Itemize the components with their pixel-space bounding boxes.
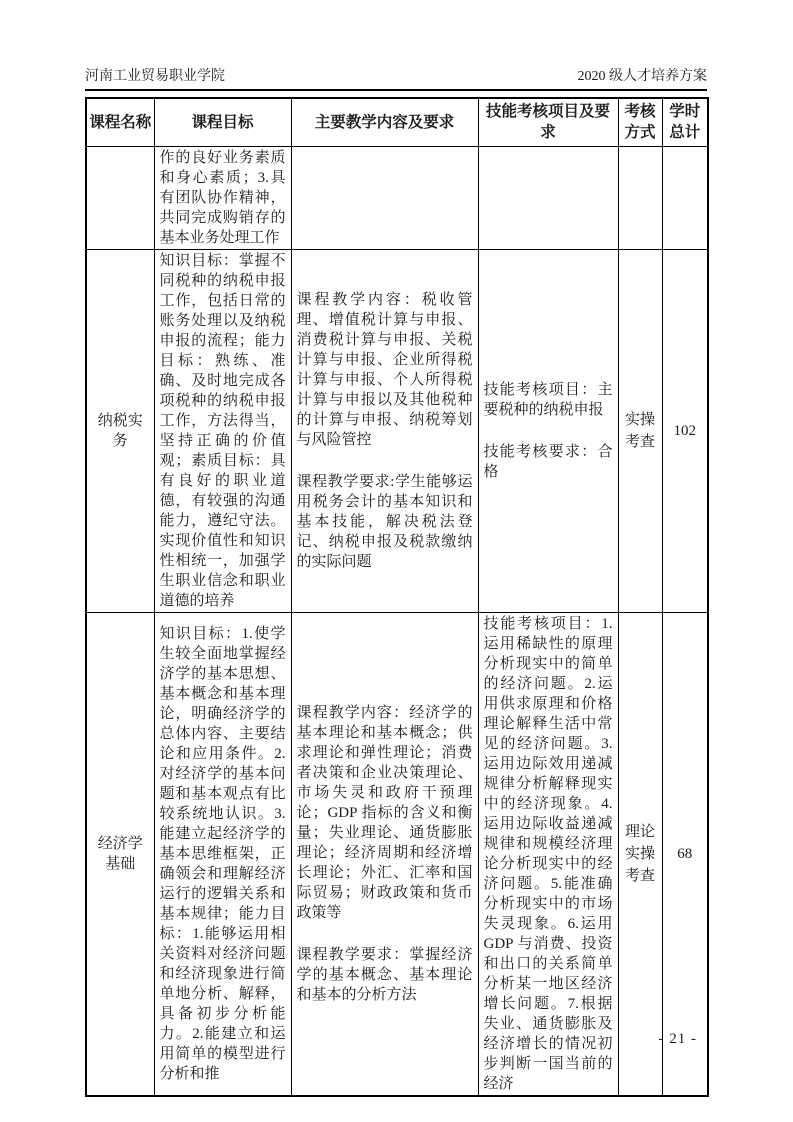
table-header-row: [86, 98, 708, 146]
paragraph: 作的良好业务素质和身心素质；3.具有团队协作精神，共同完成购销存的基本业务处理工作: [159, 149, 286, 246]
table-row: [86, 146, 708, 249]
table-row: [86, 249, 708, 612]
hours-cell: 102: [662, 249, 708, 612]
column-header-hours: 学时总计: [662, 98, 708, 146]
header-rule: [85, 89, 707, 91]
column-header-method: 考核方式: [618, 98, 662, 146]
paragraph: 技能考核项目：1.运用稀缺性的原理分析现实中的简单的经济问题。2.运用供求原理和价格理论解释生活中常见的经济问题。3.运用边际效用递减规律分析解释现实中的经济现象。4.运用边际收益递减规律和规模经济理论分析现实中的经济问题。5.能准确分析现实中的市场失灵现象。6.运用 GDP 与消费、投资和出口的关系简单分析某一地区经济增长问题。7.根据失业、通货膨胀及经济增长的情况初步判断一国当前的经济: [483, 615, 613, 1092]
header-school-name: 河南工业贸易职业学院: [85, 69, 225, 84]
content-cell: [291, 249, 478, 612]
paragraph: 课程教学内容：税收管理、增值税计算与申报、消费税计算与申报、关税计算与申报、企业所得税计算与申报、个人所得税计算与申报以及其他税种的计算与申报、纳税筹划与风险管控: [296, 291, 473, 448]
page-number: - 21 -: [658, 1031, 697, 1047]
paragraph: 知识目标：掌握不同税种的纳税申报工作，包括日常的账务处理以及纳税申报的流程；能力目标：熟练、准确、及时地完成各项税种的纳税申报工作，方法得当，坚持正确的价值观；素质目标：具有良好的职业道德，有较强的沟通能力，遵纪守法。实现价值性和知识性相统一，加强学生职业信念和职业道德的培养: [159, 252, 286, 609]
paragraph: 知识目标：1.使学生较全面地掌握经济学的基本思想、基本概念和基本理论，明确经济学的总体内容、主要结论和应用条件。2.对经济学的基本问题和基本观点有比较系统地认识。3.能建立起经济学的基本思维框架，正确领会和理解经济运行的逻辑关系和基本规律；能力目标：1.能够运用相关资料对经济问题和经济现象进行简单地分析、解释，具备初步分析能力。2.能建立和运用简单的模型进行分析和推: [159, 625, 286, 1082]
table-row: [86, 612, 708, 1096]
assessment-cell: [478, 249, 618, 612]
course-name-cell: 经济学基础: [86, 612, 154, 1096]
column-header-objectives: 课程目标: [154, 98, 291, 146]
content-cell: [291, 146, 478, 249]
objectives-cell: [154, 146, 291, 249]
hours-cell: 68: [662, 612, 708, 1096]
objectives-cell: [154, 612, 291, 1096]
hours-cell: [662, 146, 708, 249]
paragraph: 技能考核要求：合格: [483, 443, 613, 480]
page-header: [85, 68, 707, 86]
assessment-cell: [478, 612, 618, 1096]
column-header-course-name: 课程名称: [86, 98, 154, 146]
objectives-cell: [154, 249, 291, 612]
method-cell: 理论实操考查: [618, 612, 662, 1096]
content-cell: [291, 612, 478, 1096]
paragraph: 技能考核项目：主要税种的纳税申报: [483, 381, 613, 418]
assessment-cell: [478, 146, 618, 249]
method-cell: [618, 146, 662, 249]
paragraph: 课程教学要求：掌握经济学的基本概念、基本理论和基本的分析方法: [296, 946, 473, 1003]
paragraph: 课程教学内容：经济学的基本理论和基本概念；供求理论和弹性理论；消费者决策和企业决策理论、市场失灵和政府干预理论；GDP 指标的含义和衡量；失业理论、通货膨胀理论；经济周期和经济增长理论；外汇、汇率和国际贸易；财政政策和货币政策等: [296, 704, 473, 921]
curriculum-table: [85, 97, 709, 1097]
course-name-cell: [86, 146, 154, 249]
course-name-cell: 纳税实务: [86, 249, 154, 612]
paragraph: 课程教学要求:学生能够运用税务会计的基本知识和基本技能，解决税法登记、纳税申报及税款缴纳的实际问题: [296, 473, 473, 570]
column-header-content: 主要教学内容及要求: [291, 98, 478, 146]
method-cell: 实操考查: [618, 249, 662, 612]
header-plan-title: 2020 级人才培养方案: [577, 69, 707, 84]
column-header-assessment: 技能考核项目及要求: [478, 98, 618, 146]
